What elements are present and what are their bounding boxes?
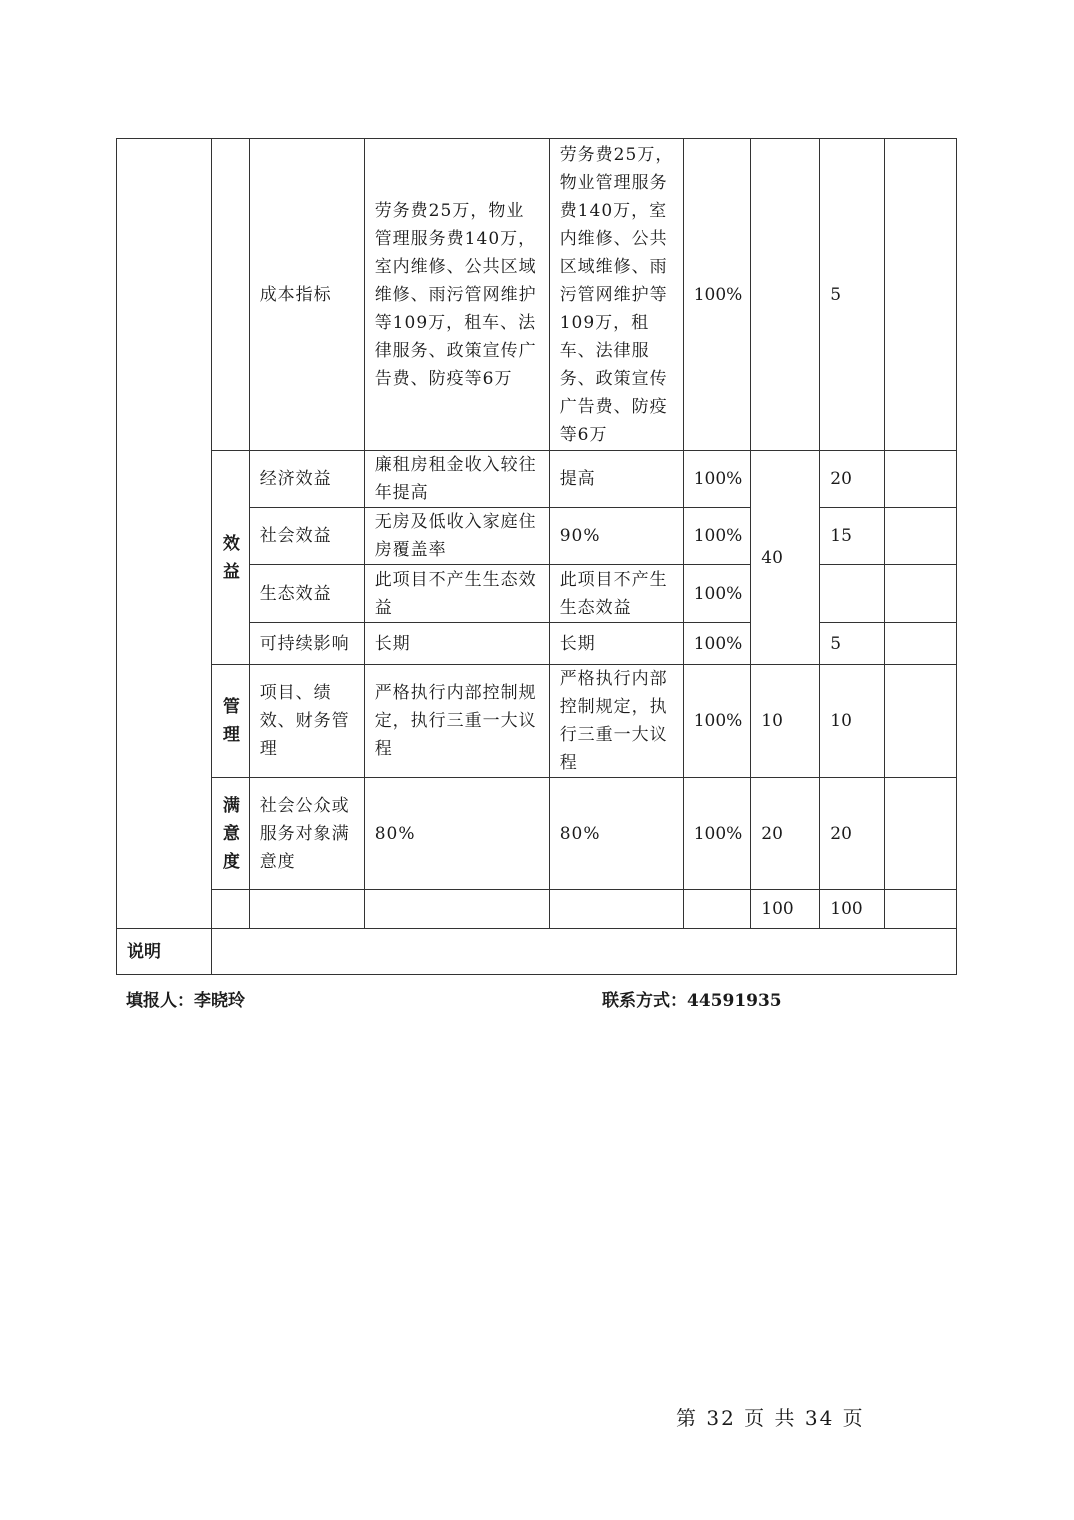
- score-cell: [820, 565, 885, 623]
- remark-cell: [885, 890, 957, 929]
- actual-cell: 提高: [549, 451, 683, 508]
- category-blank-cell: [212, 139, 250, 451]
- target-cell: [364, 890, 549, 929]
- rate-cell: 100%: [683, 665, 751, 778]
- target-cell: 劳务费25万，物业管理服务费140万，室内维修、公共区域维修、雨污管网维护等109万，租车、法律服务、政策宣传广告费、防疫等6万: [364, 139, 549, 451]
- total-score-cell: 100: [820, 890, 885, 929]
- remark-cell: [885, 451, 957, 508]
- rate-cell: [683, 890, 751, 929]
- target-cell: 严格执行内部控制规定，执行三重一大议程: [364, 665, 549, 778]
- performance-table: [116, 138, 957, 975]
- page-number: 第 32 页 共 34 页: [676, 1406, 865, 1430]
- rate-cell: 100%: [683, 139, 751, 451]
- target-cell: 长期: [364, 623, 549, 665]
- remark-cell: [885, 565, 957, 623]
- total-weight-cell: 100: [751, 890, 820, 929]
- category-cell-benefit: 效益: [212, 451, 250, 665]
- indicator-cell: 生态效益: [249, 565, 364, 623]
- rate-cell: 100%: [683, 565, 751, 623]
- weight-cell: 20: [751, 778, 820, 890]
- score-cell: 5: [820, 623, 885, 665]
- target-cell: 80%: [364, 778, 549, 890]
- table-row-cost: [117, 139, 957, 451]
- contact-label: 联系方式：44591935: [602, 991, 782, 1011]
- actual-cell: [549, 890, 683, 929]
- indicator-cell: [249, 890, 364, 929]
- score-cell: 20: [820, 451, 885, 508]
- category-blank-cell: [212, 890, 250, 929]
- score-cell: 20: [820, 778, 885, 890]
- rate-cell: 100%: [683, 508, 751, 565]
- rate-cell: 100%: [683, 778, 751, 890]
- rate-cell: 100%: [683, 623, 751, 665]
- table-row-notes: [117, 929, 957, 975]
- target-cell: 此项目不产生生态效益: [364, 565, 549, 623]
- indicator-cell: 经济效益: [249, 451, 364, 508]
- indicator-cell: 项目、绩效、财务管理: [249, 665, 364, 778]
- notes-content: [212, 929, 957, 975]
- indicator-cell: 成本指标: [249, 139, 364, 451]
- weight-cell: [751, 139, 820, 451]
- score-cell: 15: [820, 508, 885, 565]
- remark-cell: [885, 623, 957, 665]
- table-row-economic: [117, 451, 957, 508]
- category-cell-satisfaction: 满意度: [212, 778, 250, 890]
- target-cell: 无房及低收入家庭住房覆盖率: [364, 508, 549, 565]
- score-cell: 10: [820, 665, 885, 778]
- actual-cell: 劳务费25万，物业管理服务费140万，室内维修、公共区域维修、雨污管网维护等109万，租车、法律服务、政策宣传广告费、防疫等6万: [549, 139, 683, 451]
- target-cell: 廉租房租金收入较往年提高: [364, 451, 549, 508]
- actual-cell: 严格执行内部控制规定，执行三重一大议程: [549, 665, 683, 778]
- weight-cell-benefit: 40: [751, 451, 820, 665]
- remark-cell: [885, 508, 957, 565]
- notes-label: 说明: [117, 929, 212, 975]
- actual-cell: 长期: [549, 623, 683, 665]
- remark-cell: [885, 778, 957, 890]
- indicator-cell: 可持续影响: [249, 623, 364, 665]
- actual-cell: 此项目不产生生态效益: [549, 565, 683, 623]
- outer-blank-cell: [117, 139, 212, 929]
- actual-cell: 90%: [549, 508, 683, 565]
- table-row-total: [117, 890, 957, 929]
- weight-cell: 10: [751, 665, 820, 778]
- remark-cell: [885, 139, 957, 451]
- category-cell-management: 管理: [212, 665, 250, 778]
- filler-label: 填报人：李晓玲: [126, 991, 245, 1011]
- indicator-cell: 社会公众或服务对象满意度: [249, 778, 364, 890]
- score-cell: 5: [820, 139, 885, 451]
- table-row-management: [117, 665, 957, 778]
- remark-cell: [885, 665, 957, 778]
- indicator-cell: 社会效益: [249, 508, 364, 565]
- table-row-satisfaction: [117, 778, 957, 890]
- actual-cell: 80%: [549, 778, 683, 890]
- rate-cell: 100%: [683, 451, 751, 508]
